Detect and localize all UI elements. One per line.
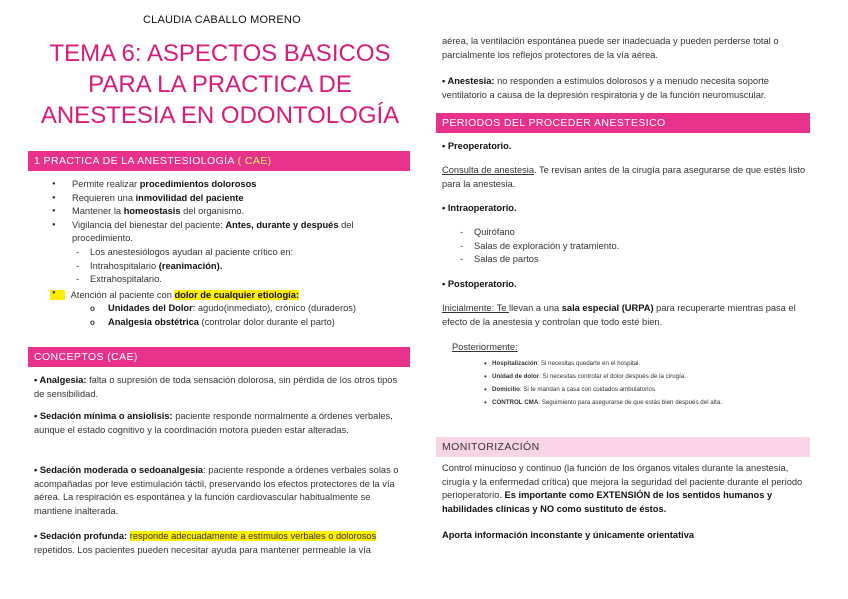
section-heading-practica: [28, 151, 410, 171]
title-line: PARA LA PRACTICA DE: [88, 71, 352, 98]
list-item: ● Requieren una inmovilidad del paciente: [28, 192, 414, 206]
concept-continuation: aérea, la ventilación espontánea puede ser inadecuada y pueden perderse total o parcialmente los reflejos protectores de la vía aérea.: [442, 36, 779, 60]
section-heading-conceptos: [28, 347, 410, 367]
concept-analgesia: • Analgesia: falta o supresión de toda sensación dolorosa, sin pérdida de los otros tipos de sensibilidad.: [34, 375, 398, 399]
list-item: ● Permite realizar procedimientos dolorosos: [28, 178, 414, 192]
concept-sedacion-moderada: • Sedación moderada o sedoanalgesia: paciente responde a órdenes verbales solas o acompañadas por leve estimulación táctil, preservando los efectos protectores de la vía aérea. La respiración es espontánea y la función cardiovascular habitualmente se mantiene inalterada.: [34, 465, 399, 516]
preoperatorio-text: Consulta de anestesia. Te revisan antes de la cirugía para asegurarse de que estés listo para la anestesia.: [442, 165, 806, 189]
list-item: • CONTROL CMA: Seguimiento para asegurarse de que estás bien después del alta.: [478, 399, 740, 407]
posteriormente-label: Posteriormente:: [452, 342, 518, 352]
list-item: - Los anestesiólogos ayudan al paciente crítico en:: [28, 246, 414, 260]
section-heading-tag: ( CAE): [237, 155, 272, 167]
list-item: • Domicilio: Si te mandan a casa con cuidados ambulatorios.: [478, 386, 740, 394]
postoperatorio-text: Inicialmente: Te llevan a una sala especial (URPA) para recuperarte mientras pasa el efecto de la anestesia y controlan que todo esté bien.: [442, 303, 796, 327]
list-item: • Unidad de dolor: Si necesitas controlar el dolor después de la cirugía.: [478, 373, 740, 381]
intraoperatorio-heading: • Intraoperatorio.: [442, 203, 517, 213]
list-item: ● Mantener la homeostasis del organismo.: [28, 205, 414, 219]
section-heading-text: 1 PRACTICA DE LA ANESTESIOLOGÍA: [34, 155, 235, 167]
list-item: - Extrahospitalario.: [28, 273, 414, 287]
list-item: o Analgesia obstétrica (controlar dolor durante el parto): [28, 316, 414, 330]
list-item: ● Vigilancia del bienestar del paciente: Antes, durante y después del procedimiento.: [28, 219, 414, 246]
section-heading-periodos: [436, 113, 810, 133]
concept-sedacion-profunda: • Sedación profunda: responde adecuadamente a estímulos verbales o dolorosos repetidos. Los pacientes pueden necesitar ayuda para mantener permeable la vía: [34, 531, 377, 555]
preoperatorio-heading: • Preoperatorio.: [442, 141, 512, 151]
intraoperatorio-list: [412, 226, 782, 267]
section-heading-text: MONITORIZACIÓN: [442, 441, 540, 453]
title-line: ANESTESIA EN ODONTOLOGÍA: [40, 102, 400, 129]
monitorizacion-note: Aporta información inconstante y únicamente orientativa: [442, 530, 695, 540]
page-title: [30, 38, 410, 131]
embedded-screenshot: [478, 360, 740, 430]
list-item: - Salas de partos: [412, 253, 782, 267]
list-item: ● Atención al paciente con dolor de cualquier etiología:: [28, 287, 414, 303]
concept-sedacion-minima: • Sedación mínima o ansiolisis: paciente responde normalmente a órdenes verbales, aunque el estado cognitivo y la coordinación motora pueden estar alteradas.: [34, 411, 393, 435]
concept-anestesia: • Anestesia: no responden a estímulos dolorosos y a menudo necesita soporte ventilatorio a causa de la depresión respiratoria y de la función neuromuscular.: [442, 76, 769, 100]
list-item: o Unidades del Dolor: agudo(inmediato), crónico (duraderos): [28, 302, 414, 316]
title-line: TEMA 6: ASPECTOS BASICOS: [49, 40, 391, 67]
postoperatorio-heading: • Postoperatorio.: [442, 279, 517, 289]
list-item: - Salas de exploración y tratamiento.: [412, 240, 782, 254]
monitorizacion-text: Control minucioso y continuo (la función de los órganos vitales durante la anestesia, cirugía y la enfermedad crítica) que mejora la seguridad del paciente durante el periodo perioperatorio. Es importante como EXTENSIÓN de los sentidos humanos y habilidades clínicas y NO como sustituto de éstos.: [442, 463, 803, 514]
list-item: - Intrahospitalario (reanimación).: [28, 260, 414, 274]
practica-list: [28, 178, 414, 330]
list-item: • Hospitalización: Si necesitas quedarte en el hospital.: [478, 360, 740, 368]
list-item: - Quirófano: [412, 226, 782, 240]
section-heading-text: PERIODOS DEL PROCEDER ANESTESICO: [442, 117, 666, 129]
section-heading-text: CONCEPTOS (CAE): [34, 351, 138, 363]
section-heading-monitorizacion: [436, 437, 810, 457]
author-name: CLAUDIA CABALLO MORENO: [143, 14, 301, 26]
